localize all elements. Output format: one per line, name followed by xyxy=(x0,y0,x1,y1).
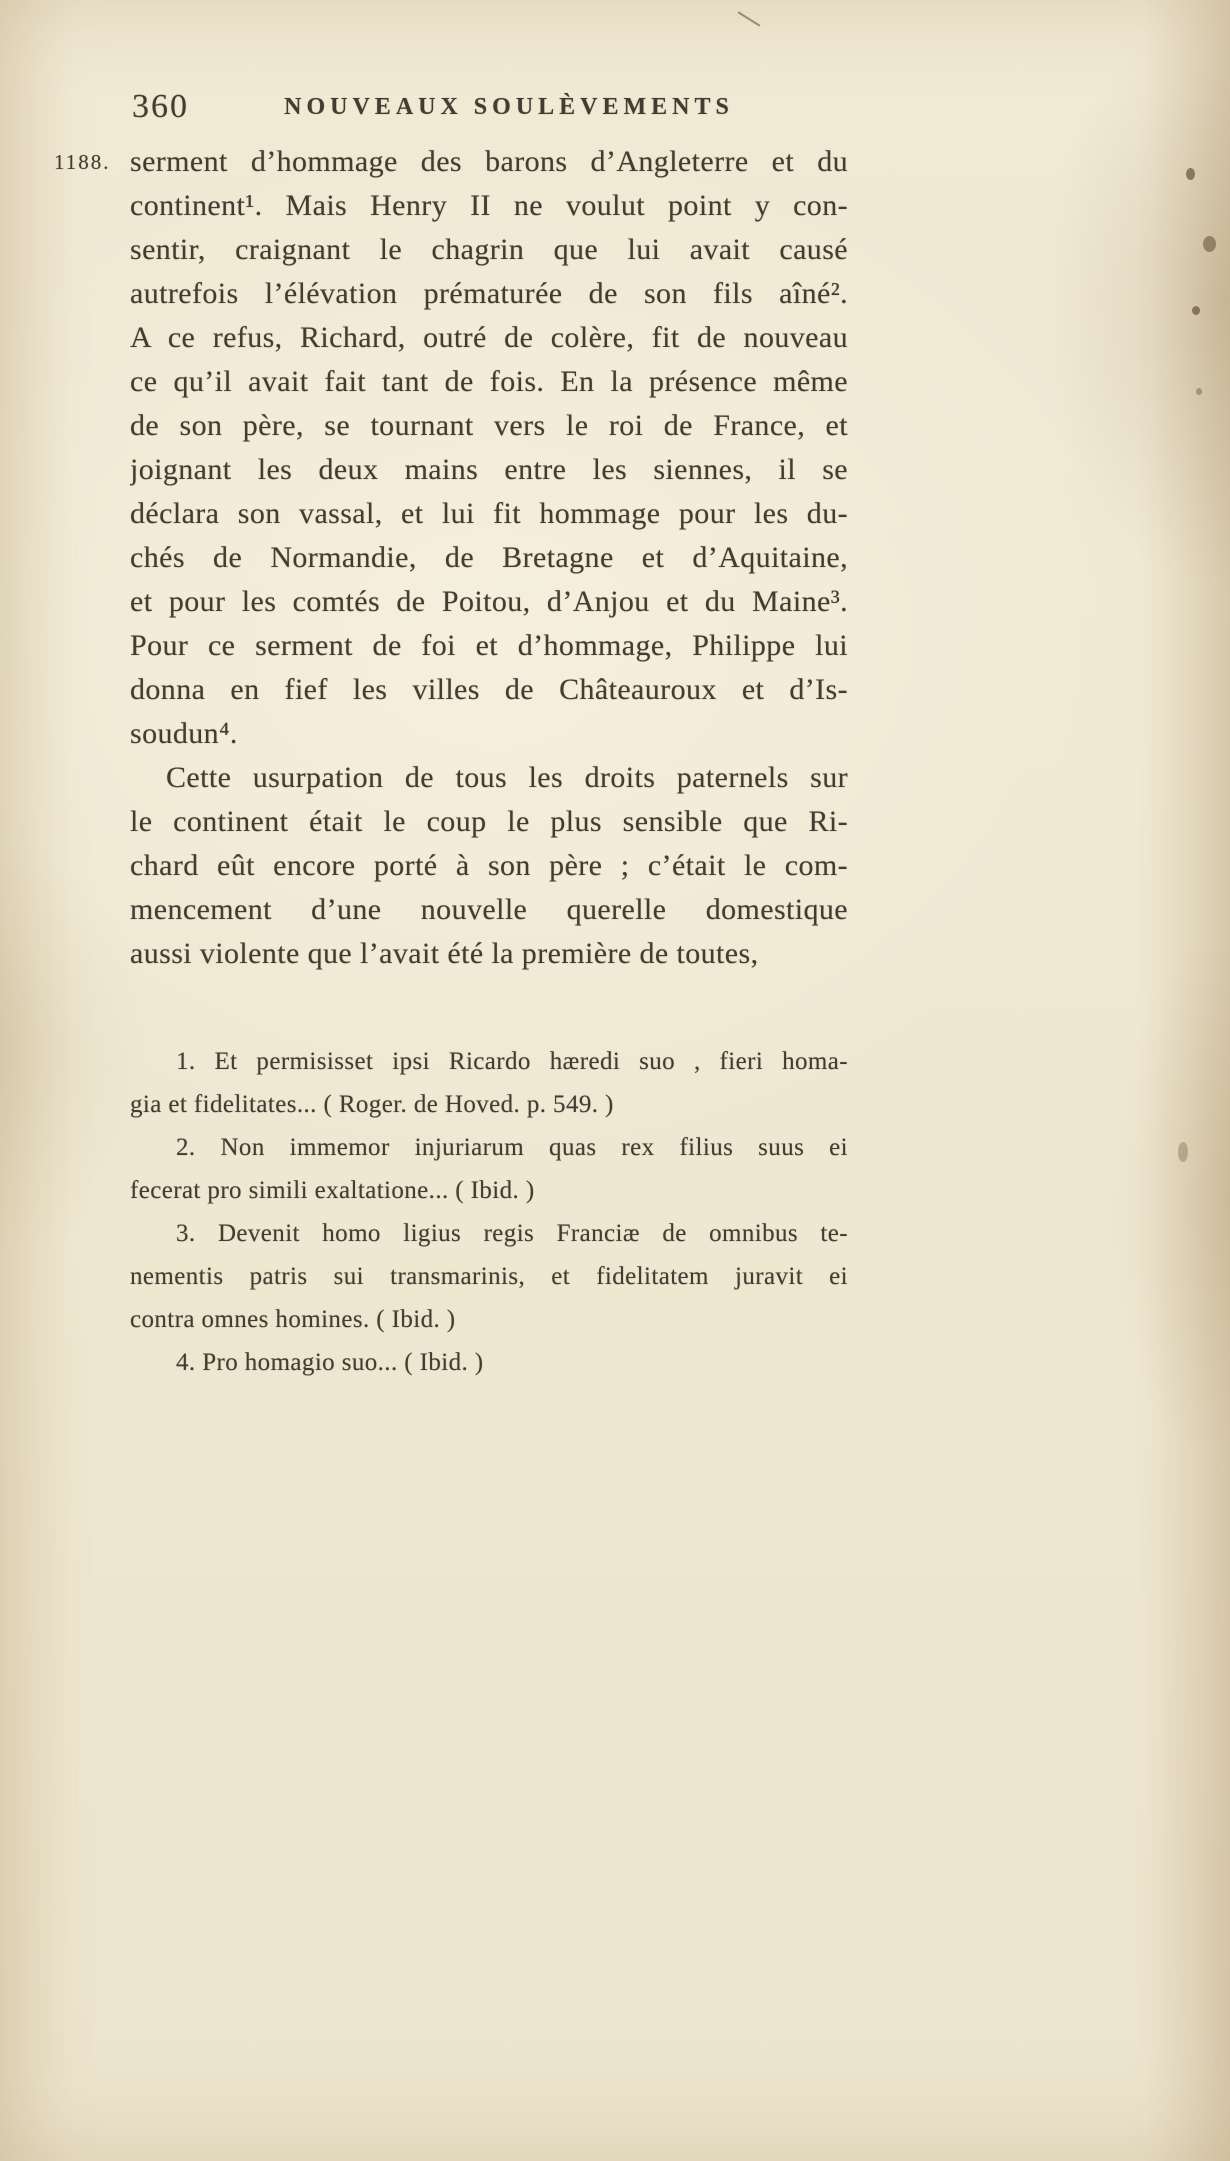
text-line: ce qu’il avait fait tant de fois. En la présence même xyxy=(130,365,848,398)
text-line: serment d’hommage des barons d’Angleterre et du xyxy=(130,145,848,178)
footnotes xyxy=(130,1040,848,1384)
paper-stain xyxy=(1178,1142,1188,1162)
text-line: mencement d’une nouvelle querelle domestique xyxy=(130,893,848,926)
text-line: le continent était le coup le plus sensible que Ri- xyxy=(130,805,848,838)
page-header xyxy=(130,86,848,136)
footnote-line: 4. Pro homagio suo... ( Ibid. ) xyxy=(176,1349,484,1376)
paper-stain xyxy=(1186,168,1195,180)
paper-stain xyxy=(1203,236,1216,252)
text-line: sentir, craignant le chagrin que lui avait causé xyxy=(130,233,848,266)
text-line: aussi violente que l’avait été la première de toutes, xyxy=(130,937,759,970)
text-line: chés de Normandie, de Bretagne et d’Aquitaine, xyxy=(130,541,848,574)
text-line: A ce refus, Richard, outré de colère, fit de nouveau xyxy=(130,321,848,354)
footnote-line: contra omnes homines. ( Ibid. ) xyxy=(130,1306,456,1333)
text-line: de son père, se tournant vers le roi de France, et xyxy=(130,409,848,442)
text-line: donna en fief les villes de Châteauroux et d’Is- xyxy=(130,673,848,706)
text-line: continent¹. Mais Henry II ne voulut point y con- xyxy=(130,189,848,222)
footnote-line: fecerat pro simili exaltatione... ( Ibid. ) xyxy=(130,1177,535,1204)
main-text xyxy=(130,140,848,976)
footnote-line: gia et fidelitates... ( Roger. de Hoved. p. 549. ) xyxy=(130,1091,614,1118)
text-line: joignant les deux mains entre les siennes, il se xyxy=(130,453,848,486)
footnote-line: nementis patris sui transmarinis, et fidelitatem juravit ei xyxy=(130,1263,848,1290)
text-line: et pour les comtés de Poitou, d’Anjou et du Maine³. xyxy=(130,585,848,618)
text-line: soudun⁴. xyxy=(130,717,238,750)
text-line: Pour ce serment de foi et d’hommage, Philippe lui xyxy=(130,629,848,662)
page-number: 360 xyxy=(132,88,189,125)
footnote-line: 1. Et permisisset ipsi Ricardo hæredi suo , fieri homa- xyxy=(176,1048,848,1075)
paper-stain xyxy=(1196,388,1202,395)
text-line: Cette usurpation de tous les droits paternels sur xyxy=(166,761,848,794)
text-line: déclara son vassal, et lui fit hommage pour les du- xyxy=(130,497,848,530)
footnote-line: 2. Non immemor injuriarum quas rex filius suus ei xyxy=(176,1134,848,1161)
paper-stain xyxy=(1192,306,1200,315)
paper-scratch xyxy=(737,11,760,26)
running-header: NOUVEAUX SOULÈVEMENTS xyxy=(284,94,734,120)
footnote-line: 3. Devenit homo ligius regis Franciæ de omnibus te- xyxy=(176,1220,848,1247)
margin-year: 1188. xyxy=(54,150,111,174)
text-line: chard eût encore porté à son père ; c’était le com- xyxy=(130,849,848,882)
text-line: autrefois l’élévation prématurée de son fils aîné². xyxy=(130,277,848,310)
